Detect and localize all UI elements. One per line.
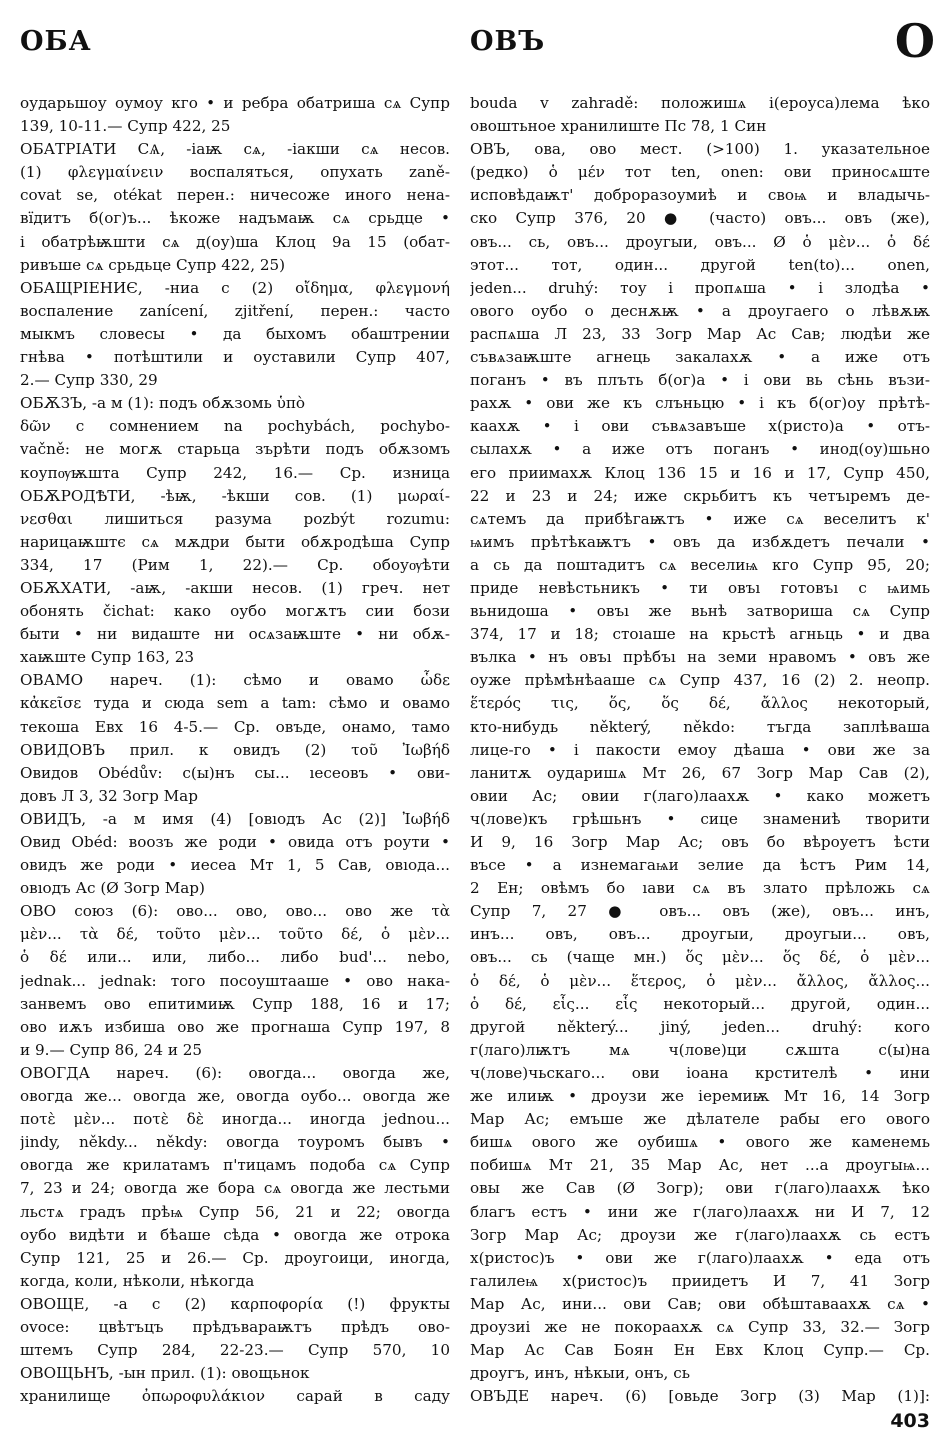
text-line: и 9.— Супр 86, 24 и 25 <box>20 1040 203 1059</box>
text-line: приде невѣстьникъ • ти овъı готовъı с ѩимь <box>470 578 930 597</box>
text-line: ὁ δέ или... или, либо... либо bud'... nebo, <box>20 948 450 967</box>
text-line: κἀκεῖσε туда и сюда sem a tam: сѣмо и овамо <box>20 694 450 713</box>
text-line: ОВАМО нареч. (1): сѣмо и овамо ὧδε <box>20 671 450 690</box>
text-line: Мар Ас Сав Боян Ен Евх Клоц Супр.— Ср. <box>470 1341 930 1360</box>
text-line: ѩимъ прѣтѣкаѭтъ • овъ да избѫдетъ печали • <box>470 532 930 551</box>
text-line: ОБАТРІАТИ СѦ, -іаѭ сѧ, -іакши сѧ несов. <box>20 140 450 159</box>
text-line: распѧша Л 23, 33 Зогр Мар Ас Сав; людѣи же <box>470 324 930 343</box>
text-line: jednak... jednak: того посоуштааше • ово нака- <box>20 971 450 990</box>
text-line: bouda v zahradě: положишѧ і(ероуса)лема ѣко <box>470 94 930 112</box>
text-line: занвемъ ово епитимиѭ Супр 188, 16 и 17; <box>20 994 450 1013</box>
text-line: ovoce: цвѣтъцъ прѣдъвараѭтъ прѣдъ ово- <box>20 1317 450 1336</box>
text-line: каахѫ • і ови съвѧзавъше х(ристо)а • отъ- <box>470 417 930 436</box>
text-line: ОБѪХАТИ, -аѭ, -акши несов. (1) греч. нет <box>20 578 450 597</box>
text-line: его приимахѫ Клоц 136 15 и 16 и 17, Супр 450, <box>470 463 930 482</box>
text-line: ОВЪ, ова, ово мест. (>100) 1. указательное <box>470 140 930 159</box>
text-line: 22 и 23 и 24; иже скрьбитъ къ четъıремъ де- <box>470 486 930 505</box>
text-line: ско Супр 376, 20 ● (часто) овъ... овъ (же), <box>470 209 930 228</box>
text-line: ч(лове)чьскаго... ови іоана крстителѣ • ини <box>470 1063 930 1082</box>
text-line: лице-го • і пакости емоу дѣаша • ови же за <box>470 740 930 759</box>
text-line: vačně: не могѫ старьца зърѣти подъ обѫзомъ <box>20 440 450 459</box>
text-line: і обатрѣѭшти сѧ д(оу)ша Клоц 9а 15 (обат- <box>20 232 450 251</box>
text-line: дроугъ, инъ, нѣкыи, онъ, сь <box>470 1364 690 1383</box>
text-line: ривъше сѧ срьдьце Супр 422, 25) <box>20 255 286 274</box>
text-line: 334, 17 (Рим 1, 22).— Ср. обоуѹѣти <box>20 555 450 574</box>
text-line: вълка • нъ овъı прѣбъı на земи нравомъ • овъ же <box>470 648 930 667</box>
running-head-left: ОБА <box>20 26 92 57</box>
text-line: ἕτερός τις, ὅς, ὅς δέ, ἄλλος некоторый, <box>470 694 930 713</box>
text-line: побишѧ Мт 21, 35 Мар Ас, нет ...а дроугыѩ... <box>470 1156 930 1175</box>
text-line: (редко) ὁ μέν тот ten, onen: ови приносѧште <box>470 163 930 182</box>
text-line: бишѧ ового же оубишѧ • ового же каменемь <box>470 1133 930 1152</box>
text-line: Овид Obéd: воозъ же роди • овида отъ роути • <box>20 833 450 851</box>
text-line: льстѧ градъ прѣѩ Супр 56, 21 и 22; овогда <box>20 1202 450 1221</box>
text-line: овъ... сь (чаще мн.) ὅς μὲν... ὅς δέ, ὁ μὲν... <box>470 948 930 967</box>
text-line: овıодъ Ас (Ø Зогр Мар) <box>20 879 205 898</box>
text-line: Супр 121, 25 и 26.— Ср. дроугоици, иногда, <box>20 1248 450 1267</box>
text-line: воспаление zanícení, zjitření, перен.: часто <box>20 301 450 320</box>
text-line: оубо видѣти и бѣаше сѣда • овогда же отрока <box>20 1225 450 1244</box>
text-line: ποτὲ μὲν... ποτὲ δὲ иногда... иногда jednou... <box>20 1110 450 1129</box>
right-column <box>470 92 930 1408</box>
text-line: jeden... druhý: тоу і пропѧша • і злодѣа • <box>470 278 930 297</box>
text-line: сылахѫ • а иже отъ поганъ • инод(оу)шьно <box>470 440 930 459</box>
text-line: а сь да поштадитъ сѧ веселиѩ кго Супр 95, 20; <box>470 555 930 574</box>
text-line: ὁ δέ, εἷς... εἷς некоторый... другой, один... <box>470 994 930 1013</box>
text-line: другой některý... jiný, jeden... druhý: кого <box>470 1017 930 1036</box>
text-line: ОВОГДА нареч. (6): овогда... овогда же, <box>20 1063 450 1082</box>
text-line: Супр 7, 27 ● овъ... овъ (же), овъ... инъ, <box>470 902 930 921</box>
text-line: когда, коли, нѣколи, нѣкогда <box>20 1271 255 1290</box>
text-line: этот... тот, один... другой ten(to)... onen, <box>470 255 930 274</box>
text-line: овъ... сь, овъ... дроугыи, овъ... Ø ὁ μὲν... ὁ δέ <box>470 232 930 251</box>
text-line: коупѹѭшта Супр 242, 16.— Ср. изница <box>20 463 450 482</box>
text-line: въсе • а изнемагаѩи зелие да ѣстъ Рим 14, <box>470 856 930 875</box>
text-line: овы же Сав (Ø Зогр); ови г(лаго)лаахѫ ѣко <box>470 1179 930 1198</box>
text-line: быти • ни видаште ни осѧзаѭште • ни обѫ- <box>20 625 450 644</box>
section-letter: О <box>894 14 936 68</box>
text-line: Мар Ас; емъше же дѣлателе рабы его ового <box>470 1110 930 1129</box>
text-line: ч(лове)къ грѣшьнъ • сице знамениѣ творити <box>470 809 930 828</box>
text-line: овидъ же роди • иесеа Мт 1, 5 Сав, овıода... <box>20 856 450 875</box>
text-line: вїдитъ б(ог)ъ... ѣкоже надъмаѭ сѧ срьдце • <box>20 209 450 228</box>
text-line: ланитѫ оударишѧ Мт 26, 67 Зогр Мар Сав (2), <box>470 763 930 782</box>
text-line: галилеѩ х(ристос)ъ приидетъ И 7, 41 Зогр <box>470 1271 930 1290</box>
text-line: 2.— Супр 330, 29 <box>20 371 158 390</box>
text-line: ОБАЩРІЕНИЄ, -ниа с (2) οἴδημα, φλεγμονή <box>20 278 450 297</box>
text-line: х(ристос)ъ • ови же г(лаго)лаахѫ • еда отъ <box>470 1248 930 1267</box>
text-line: 139, 10-11.— Супр 422, 25 <box>20 117 231 136</box>
text-line: 2 Ен; овѣмъ бо ıави сѧ въ злато прѣложь сѧ <box>470 879 930 898</box>
text-line: ОВОЩЬНЪ, -ын прил. (1): овощьнок <box>20 1364 310 1383</box>
text-line: δῶν с сомнением na pochybách, pochybo- <box>20 417 450 436</box>
text-line: Овидов Obédův: с(ы)нъ сы... ıесеовъ • ови- <box>20 763 450 782</box>
text-line: благъ естъ • ини же г(лаго)лаахѫ ни И 7, 12 <box>470 1202 930 1221</box>
text-line: съвѧзаѭште агнець закалахѫ • а иже отъ <box>470 348 930 367</box>
text-line: сѧтемъ да прибѣгаѭтъ • иже сѧ веселитъ к' <box>470 509 930 528</box>
text-line: ОВЪДЕ нареч. (6) [овьде Зогр (3) Мар (1)]: <box>470 1387 930 1406</box>
text-line: исповѣдаѭт' доброразоумиѣ и своѩ и владычь- <box>470 186 930 205</box>
text-line: хранилище ὀπωροφυλάκιον сарай в саду <box>20 1387 450 1406</box>
page-number: 403 <box>890 1410 930 1432</box>
text-line: И 9, 16 Зогр Мар Ас; овъ бо вѣроуетъ ѣсти <box>470 833 930 851</box>
text-line: covat se, otékat перен.: ничесоже иного нена- <box>20 186 450 205</box>
text-line: ὁ δέ, ὁ μὲν... ἕτερος, ὁ μὲν... ἄλλος, ἄλλος... <box>470 971 930 990</box>
text-line: ОВИДЪ, -а м имя (4) [овıодъ Ас (2)] Ἰωβήδ <box>20 809 450 828</box>
text-line: ОБѪРОДѢТИ, -ѣѭ, -ѣкши сов. (1) μωραί- <box>20 486 450 505</box>
text-line: инъ... овъ, овъ... дроугыи, дроугыи... овъ, <box>470 925 930 944</box>
text-line: вьнидоша • овъı же вьнѣ затвориша сѧ Супр <box>470 602 930 621</box>
text-line: jindy, někdy... někdy: овогда тоуромъ бывъ • <box>20 1133 450 1152</box>
text-line: νεσθαι лишиться разума pozbýt rozumu: <box>20 509 450 528</box>
text-line: ово иѫъ избиша ово же прогнаша Супр 197, 8 <box>20 1017 450 1036</box>
text-line: гнѣва • потѣштили и оуставили Супр 407, <box>20 348 450 367</box>
text-line: поганъ • въ плъть б(ог)а • і ови вь сѣнь възи- <box>470 371 930 390</box>
text-line: довъ Л 3, 32 Зогр Мар <box>20 786 198 805</box>
text-line: 374, 17 и 18; стоıаше на крьстѣ агньць • и два <box>470 625 930 644</box>
text-line: оударьшоу оумоу кго • и ребра обатриша сѧ Супр <box>20 94 450 112</box>
text-line: рахѫ • ови же къ слъньцю • і къ б(ог)оу прѣтѣ- <box>470 394 930 413</box>
text-line: 7, 23 и 24; овогда же бора сѧ овогда же лестьми <box>20 1179 450 1198</box>
text-line: дроузиі же не покораахѫ сѧ Супр 33, 32.— Зогр <box>470 1317 930 1336</box>
left-column <box>20 92 450 1408</box>
text-line: ОБѪЗЪ, -а м (1): подъ обѫзомь ὑπὸ <box>20 394 306 413</box>
text-line: Зогр Мар Ас; дроузи же г(лаго)лаахѫ сь естъ <box>470 1225 930 1244</box>
text-line: овогда же крилатамъ п'тицамъ подоба сѧ Супр <box>20 1156 450 1175</box>
text-line: же илиѭ • дроузи же іеремиѭ Мт 16, 14 Зогр <box>470 1087 930 1106</box>
text-line: хаѭште Супр 163, 23 <box>20 648 195 667</box>
text-line: обонять čichat: како оубо могѫтъ сии бози <box>20 602 450 621</box>
text-line: μὲν... τὰ δέ, τοῦτο μὲν... τοῦτο δέ, ὁ μὲν... <box>20 925 450 944</box>
text-line: ОВИДОВЪ прил. к овидъ (2) τοῦ Ἰωβήδ <box>20 740 450 759</box>
text-line: текоша Евх 16 4-5.— Ср. овъде, онамо, тамо <box>20 717 450 736</box>
text-line: овии Ас; овии г(лаго)лаахѫ • како можетъ <box>470 786 930 805</box>
text-line: Мар Ас, ини... ови Сав; ови обѣштаваахѫ сѧ • <box>470 1294 930 1313</box>
running-head-center: ОВЪ <box>470 26 546 57</box>
text-line: овоштьное хранилиште Пс 78, 1 Син <box>470 117 767 136</box>
text-line: оуже прѣмѣнѣааше сѧ Супр 437, 16 (2) 2. неопр. <box>470 671 930 690</box>
text-line: г(лаго)лѭтъ мѧ ч(лове)ци сѫшта с(ы)на <box>470 1040 930 1059</box>
text-line: нарицаѭштє сѧ мѫдри быти обѫродѣша Супр <box>20 532 450 551</box>
text-line: ового оубо о деснѫѭ • а дроугаего о лѣвѫѭ <box>470 301 930 320</box>
text-line: мыкмъ словесы • да быхомъ обаштрении <box>20 324 450 343</box>
text-line: овогда же... овогда же, овогда оубо... овогда же <box>20 1087 450 1106</box>
text-line: ОВО союз (6): ово... ово, ово... ово же τὰ <box>20 902 450 921</box>
text-line: штемъ Супр 284, 22-23.— Супр 570, 10 <box>20 1341 450 1360</box>
text-line: кто-нибудь některý, někdo: тъгда заплѣваша <box>470 717 930 736</box>
text-line: ОВОЩЕ, -а с (2) καρποφορία (!) фрукты <box>20 1294 450 1313</box>
text-line: (1) φλεγμαίνειν воспаляться, опухать zaně- <box>20 163 450 182</box>
